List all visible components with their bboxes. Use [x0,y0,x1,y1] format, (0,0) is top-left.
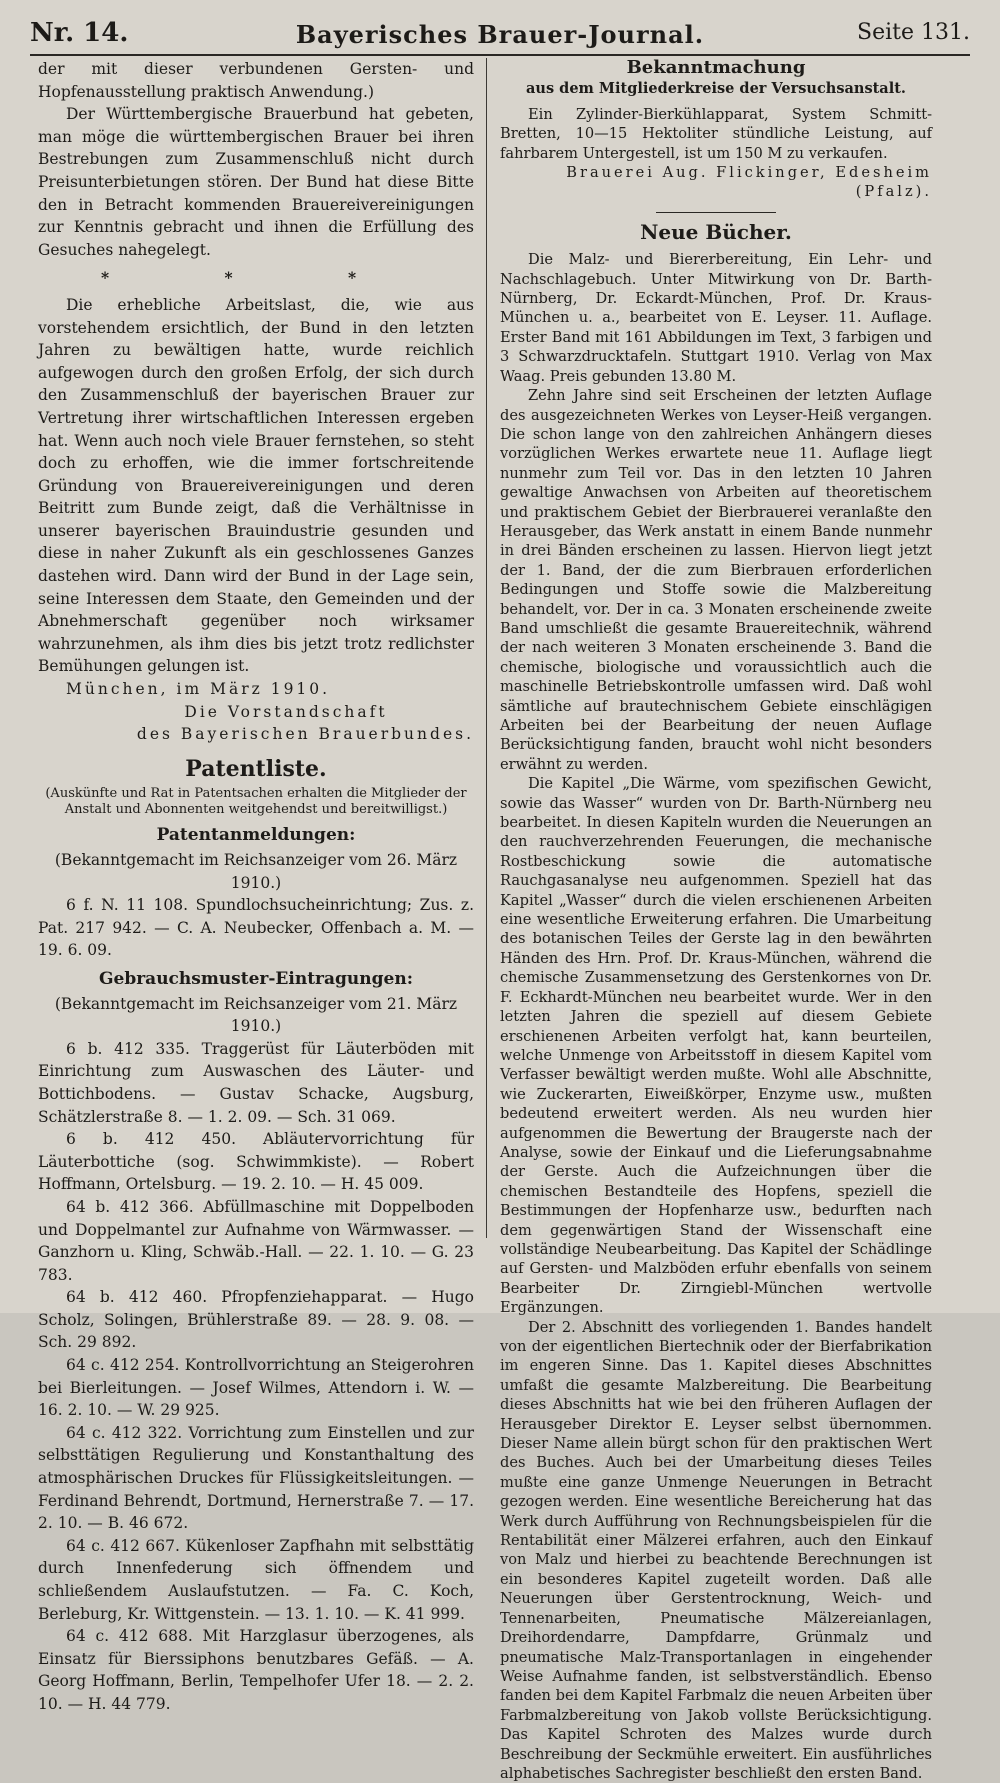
utility-model-entry: 64 b. 412 366. Abfüllmaschine mit Doppelboden und Doppelmantel zur Aufnahme von Wärmwasser. — Ganzhorn u. Kling, Schwäb.-Hall. — 22. 1. 10. — G. 23 783. [38,1197,474,1284]
patent-applications-publication: (Bekanntgemacht im Reichsanzeiger vom 26. März 1910.) [54,851,458,892]
utility-model-entry: 64 b. 412 460. Pfropfenziehapparat. — Hugo Scholz, Solingen, Brühlerstraße 89. — 28. 9. 08. — Sch. 29 892. [38,1288,474,1352]
paragraph-wuerttemberg: Der Württembergische Brauerbund hat gebeten, man möge die württembergischen Brauer bei ihren Bestrebungen zum Zusammenschluß nicht durch Preisunterbietungen stören. Der Bund hat diese Bitte den in Betracht kommenden Brauereivereinigungen zur Kenntnis gebracht und ihnen die Erfüllung des Gesuches nahegelegt. [38,105,474,259]
section-stars: * * * [100,268,412,288]
announcement-text: Ein Zylinder-Bierkühlapparat, System Schmitt-Bretten, 10—15 Hektoliter stündliche Leistung, auf fahrbarem Untergestell, ist um 150 M zu verkaufen. [500,105,932,162]
utility-models-heading: Gebrauchsmuster-Eintragungen: [99,968,413,989]
place-date: München, im März 1910. [66,680,331,699]
column-divider [486,58,487,1238]
new-books-title: Neue Bücher. [640,219,792,244]
utility-model-entry: 64 c. 412 688. Mit Harzglasur überzogenes, als Einsatz für Bierssiphons benutzbares Gefäß. — A. Georg Hoffmann, Berlin, Tempelhofer Ufer 18. — 2. 2. 10. — H. 44 779. [38,1627,474,1713]
book-review-paragraph: Zehn Jahre sind seit Erscheinen der letzten Auflage des ausgezeichneten Werkes von Leyser-Heiß vergangen. Die schon lange von den zahlreichen Anhängern dieses vorzüglichen Werkes erwartete neue 11. Auflage liegt nunmehr zum Teil vor. Das in den letzten 10 Jahren gewaltige Anwachsen von Arbeiten auf theoretischem und praktischem Gebiet der Bierbrauerei veranlaßte den Herausgeber, das Werk anstatt in einem Bande nunmehr in drei Bänden erscheinen zu lassen. Hiervon liegt jetzt der 1. Band, der die zum Bierbrauen erforderlichen Bedingungen und Stoffe sowie die Malzbereitung behandelt, vor. Der in ca. 3 Monaten erscheinende zweite Band umschließt die gesamte Brauereitechnik, während der nach weiteren 3 Monaten erscheinende 3. Band die chemische, biologische und voraussichtlich auch die maschinelle Betriebskontrolle umfassen wird. Daß wohl sämtliche auf brautechnischem Gebiete einschlägigen Arbeiten bei der Bearbeitung der neuen Auflage Berücksichtigung fanden, braucht wohl nicht besonders erwähnt zu werden. [500,387,932,773]
patent-note: (Auskünfte und Rat in Patentsachen erhalten die Mitglieder der Anstalt und Abonnenten weitgehendst und bereitwilligst.) [45,786,467,818]
page-header [30,14,970,56]
page-number: Seite 131. [857,20,970,45]
patent-list-title: Patentliste. [185,755,327,782]
announcement-signature: Brauerei Aug. Flickinger, Edesheim (Pfalz). [566,164,932,201]
utility-model-entry: 64 c. 412 322. Vorrichtung zum Einstellen und zur selbsttätigen Regulierung und Konstanthaltung des atmosphärischen Druckes für Flüssigkeitsleitungen. — Ferdinand Behrendt, Dortmund, Hernerstraße 7. — 17. 2. 10. — B. 46 672. [38,1423,474,1533]
patent-entry: 6 f. N. 11 108. Spundlochsucheinrichtung; Zus. z. Pat. 217 942. — C. A. Neubecker, Offenbach a. M. — 19. 6. 09. [38,896,474,960]
announcement-subtitle: aus dem Mitgliederkreise der Versuchsanstalt. [526,80,906,98]
book-review-paragraph: Die Kapitel „Die Wärme, vom spezifischen Gewicht, sowie das Wasser“ wurden von Dr. Barth-Nürnberg neu bearbeitet. In diesen Kapiteln wurden die Neuerungen an den rauchverzehrenden Feuerungen, die mechanische Rostbeschickung sowie die automatische Rauchgasanalyse neu aufgenommen. Speziell hat das Kapitel „Wasser“ durch die vielen erschienenen Arbeiten eine wesentliche Erweiterung erfahren. Die Umarbeitung des botanischen Teiles der Gerste lag in den bewährten Händen des Hrn. Prof. Dr. Kraus-München, während die chemische Zusammensetzung des Gerstenkornes von Dr. F. Eckhardt-München neu bearbeitet wurde. Wer in den letzten Jahren die speziell auf diesem Gebiete erschienenen Arbeiten verfolgt hat, kann beurteilen, welche Unmenge von Arbeitsstoff in diesem Kapitel vom Verfasser bewältigt werden mußte. Wohl alle Abschnitte, wie Zuckerarten, Eiweißkörper, Enzyme usw., mußten bedeutend erweitert werden. Als neu wurden hier aufgenommen die Bewertung der Braugerste nach der Analyse, sowie der Einkauf und die Lieferungsabnahme der Gerste. Auch die Aufzeichnungen über die chemischen Bestandteile des Hopfens, speziell die Bestimmungen der Hopfenharze usw., bedurften nach dem gegenwärtigen Stand der Wissenschaft eine vollständige Neubearbeitung. Das Kapitel der Schädlinge auf Gersten- und Malzböden erfuhr ebenfalls von seinem Bearbeiter Dr. Zirngiebl-München wertvolle Ergänzungen. [500,775,932,1317]
book-review-paragraph: Der 2. Abschnitt des vorliegenden 1. Bandes handelt von der eigentlichen Biertechnik oder der Bierfabrikation im engeren Sinne. Das 1. Kapitel dieses Abschnittes umfaßt die gesamte Malzbereitung. Die Bearbeitung dieses Abschnitts hat wie bei den früheren Auflagen der Herausgeber Direktor E. Leyser selbst übernommen. Dieser Name allein bürgt schon für den praktischen Wert des Buches. Auch bei der Umarbeitung dieses Teiles mußte eine ganze Unmenge Neuerungen in Betracht gezogen werden. Eine wesentliche Bereicherung hat das Werk durch Aufführung von Rechnungsbeispielen für die Rentabilität einer Mälzerei erfahren, auch den Einkauf von Malz und hierbei zu beachtende Berechnungen ist ein besonderes Kapitel zugeteilt worden. Daß alle Neuerungen über Gerstentrocknung, Weich- und Tennenarbeiten, Pneumatische Mälzereianlagen, Dreihordendarre, Dampfdarre, Grünmalz und pneumatische Malz-Transportanlagen in eingehender Weise Aufnahme fanden, ist selbstverständlich. Ebenso fanden bei dem Kapitel Farbmalz die neuen Arbeiten über Farbmalzbereitung von Jakob vollste Berücksichtigung. Das Kapitel Schroten des Malzes wurde durch Beschreibung der Seckmühle erweitert. Ein ausführliches alphabetisches Sachregister beschließt den ersten Band. [500,1318,932,1782]
book-citation: Die Malz- und Biererbereitung, Ein Lehr- und Nachschlagebuch. Unter Mitwirkung von Dr. Barth-Nürnberg, Dr. Eckardt-München, Prof. Dr. Kraus-München u. a., bearbeitet von E. Leyser. 11. Auflage. Erster Band mit 161 Abbildungen im Text, 3 farbigen und 3 Schwarzdrucktafeln. Stuttgart 1910. Verlag von Max Waag. Preis gebunden 13.80 M. [500,251,932,385]
signature-line-2: des Bayerischen Brauerbundes. [136,725,474,744]
announcement-title: Bekanntmachung [626,57,806,78]
utility-model-entry: 64 c. 412 254. Kontrollvorrichtung an Steigerohren bei Bierleitungen. — Josef Wilmes, Attendorn i. W. — 16. 2. 10. — W. 29 925. [38,1356,474,1420]
paragraph-continued: der mit dieser verbundenen Gersten- und Hopfenausstellung praktisch Anwendung.) [38,60,474,101]
utility-model-entry: 64 c. 412 667. Kükenloser Zapfhahn mit selbsttätig durch Innenfederung sich öffnendem und schließendem Auslaufstutzen. — Fa. C. Koch, Berleburg, Kr. Wittgenstein. — 13. 1. 10. — K. 41 999. [38,1536,474,1623]
journal-title: Bayerisches Brauer-Journal. [295,20,705,49]
issue-number: Nr. 14. [30,18,129,48]
right-column [500,58,932,1783]
left-column [38,58,474,1716]
utility-model-entry: 6 b. 412 335. Traggerüst für Läuterböden mit Einrichtung zum Auswaschen des Läuter- und Bottichbodens. — Gustav Schacke, Augsburg, Schätzlerstraße 8. — 1. 2. 09. — Sch. 31 069. [38,1039,474,1126]
paragraph-arbeitslast: Die erhebliche Arbeitslast, die, wie aus vorstehendem ersichtlich, der Bund in den letzten Jahren zu bewältigen hatte, wurde reichlich aufgewogen durch den großen Erfolg, der sich durch den Zusammenschluß der bayerischen Brauer zur Vertretung ihrer wirtschaftlichen Interessen ergeben hat. Wenn auch noch viele Brauer fernstehen, so steht doch zu erhoffen, wie die immer fortschreitende Gründung von Brauereivereinigungen und deren Beitritt zum Bunde zeigt, daß die Verhältnisse in unserer bayerischen Brauindustrie gesunden und diese in naher Zukunft als ein geschlossenes Ganzes dastehen wird. Dann wird der Bund in der Lage sein, seine Interessen dem Staate, den Gemeinden und der Abnehmerschaft gegenüber noch wirksamer wahrzunehmen, als ihm dies bis jetzt trotz redlichster Bemühungen gelungen ist. [38,295,474,676]
signature-line-1: Die Vorstandschaft [184,702,388,721]
utility-models-publication: (Bekanntgemacht im Reichsanzeiger vom 21. März 1910.) [54,994,458,1036]
utility-model-entry: 6 b. 412 450. Abläutervorrichtung für Läuterbottiche (sog. Schwimmkiste). — Robert Hoffmann, Ortelsburg. — 19. 2. 10. — H. 45 009. [38,1130,474,1194]
patent-applications-heading: Patentanmeldungen: [156,825,356,846]
section-rule [656,212,776,213]
